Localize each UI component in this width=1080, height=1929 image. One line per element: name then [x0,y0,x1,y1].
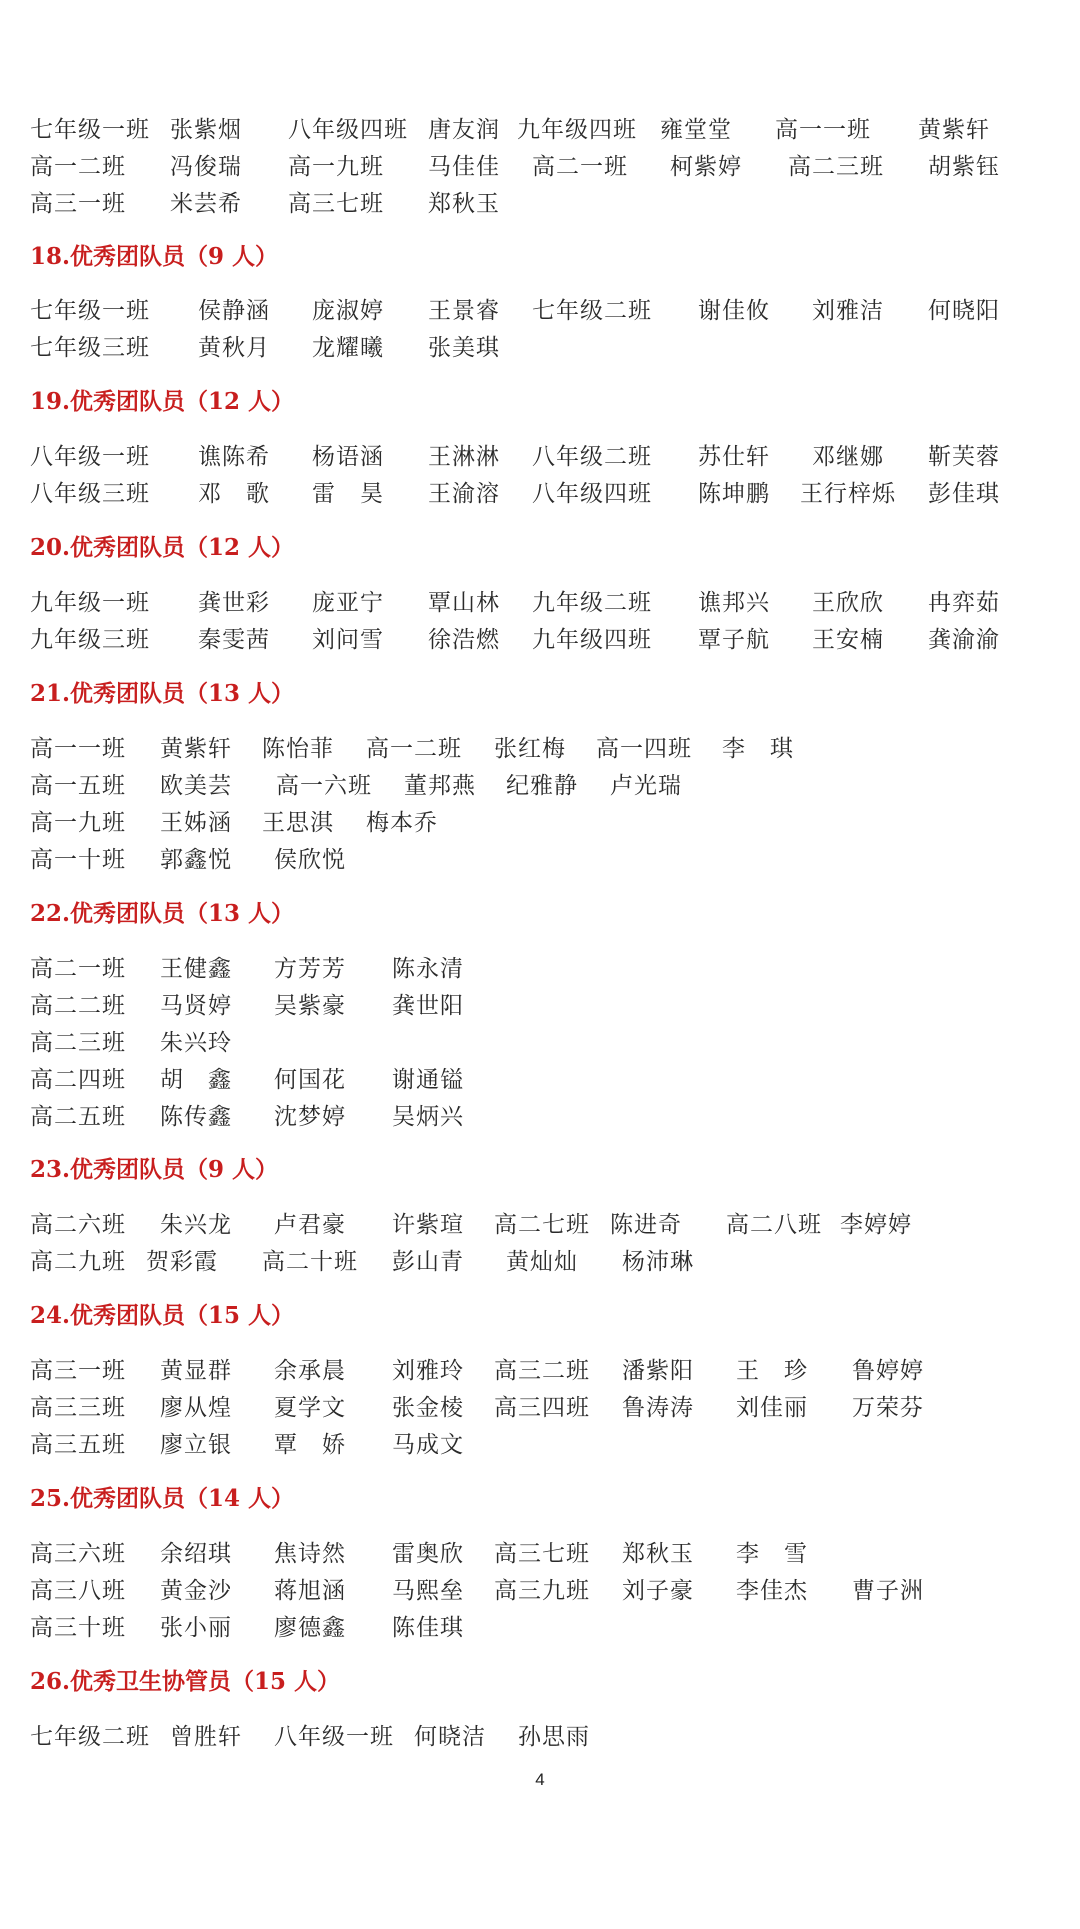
class-name: 高二七班 [494,1212,590,1238]
list-line [0,840,1080,880]
class-name: 高二二班 [30,993,126,1019]
student-name: 陈进奇 [610,1212,682,1238]
class-name: 八年级一班 [30,444,150,470]
class-name: 七年级二班 [30,1724,150,1750]
list-line [0,766,1080,806]
student-name: 方芳芳 [274,956,346,982]
class-name: 七年级一班 [30,117,150,143]
student-name: 黄显群 [160,1358,232,1384]
list-line [0,1534,1080,1574]
class-name: 高三一班 [30,1358,126,1384]
student-name: 马佳佳 [428,154,500,180]
list-line [0,1608,1080,1648]
student-name: 杨沛琳 [622,1249,694,1275]
student-name: 覃 娇 [274,1432,346,1458]
student-name: 沈梦婷 [274,1104,346,1130]
student-name: 苏仕轩 [698,444,770,470]
student-name: 余承晨 [274,1358,346,1384]
student-name: 雷奥欣 [392,1541,464,1567]
class-name: 九年级四班 [532,627,652,653]
student-name: 王行梓烁 [800,481,896,507]
class-name: 高一一班 [775,117,871,143]
class-name: 高二一班 [532,154,628,180]
class-name: 高一五班 [30,773,126,799]
student-name: 庞亚宁 [312,590,384,616]
student-name: 谢通镒 [392,1067,464,1093]
student-name: 秦雯茜 [198,627,270,653]
list-line [0,583,1080,623]
student-name: 黄金沙 [160,1578,232,1604]
section-heading: 24.优秀团队员（15 人） [30,1302,295,1329]
section-heading: 26.优秀卫生协管员（15 人） [30,1668,341,1695]
student-name: 纪雅静 [506,773,578,799]
section-heading: 22.优秀团队员（13 人） [30,900,295,927]
list-line [0,328,1080,368]
class-name: 九年级四班 [517,117,637,143]
student-name: 谢佳攸 [698,298,770,324]
student-name: 王安楠 [812,627,884,653]
class-name: 高三八班 [30,1578,126,1604]
student-name: 张紫烟 [170,117,242,143]
student-name: 张红梅 [494,736,566,762]
student-name: 李婷婷 [840,1212,912,1238]
student-name: 张金棱 [392,1395,464,1421]
student-name: 刘雅玲 [392,1358,464,1384]
class-name: 九年级三班 [30,627,150,653]
student-name: 许紫瑄 [392,1212,464,1238]
student-name: 卢君豪 [274,1212,346,1238]
student-name: 刘子豪 [622,1578,694,1604]
student-name: 侯静涵 [198,298,270,324]
student-name: 王思淇 [262,810,334,836]
class-name: 八年级三班 [30,481,150,507]
class-name: 高二三班 [30,1030,126,1056]
student-name: 龚渝渝 [928,627,1000,653]
student-name: 蒋旭涵 [274,1578,346,1604]
section-heading: 20.优秀团队员（12 人） [30,534,295,561]
student-name: 徐浩燃 [428,627,500,653]
student-name: 郑秋玉 [622,1541,694,1567]
student-name: 龚世彩 [198,590,270,616]
section-heading: 19.优秀团队员（12 人） [30,388,295,415]
list-line [0,1060,1080,1100]
class-name: 高二四班 [30,1067,126,1093]
student-name: 冉弈茹 [928,590,1000,616]
student-name: 王 珍 [736,1358,808,1384]
class-name: 高三一班 [30,191,126,217]
class-name: 高三二班 [494,1358,590,1384]
student-name: 张小丽 [160,1615,232,1641]
student-name: 董邦燕 [404,773,476,799]
page-number: 4 [535,1770,545,1789]
list-line [0,184,1080,224]
student-name: 潘紫阳 [622,1358,694,1384]
list-line [0,1388,1080,1428]
student-name: 冯俊瑞 [170,154,242,180]
class-name: 七年级三班 [30,335,150,361]
student-name: 邓 歌 [198,481,270,507]
class-name: 高二一班 [30,956,126,982]
section-heading: 23.优秀团队员（9 人） [30,1156,279,1183]
student-name: 谯陈希 [198,444,270,470]
student-name: 米芸希 [170,191,242,217]
class-name: 八年级四班 [288,117,408,143]
student-name: 万荣芬 [852,1395,924,1421]
student-name: 陈传鑫 [160,1104,232,1130]
list-line [0,620,1080,660]
class-name: 高二十班 [262,1249,358,1275]
student-name: 曾胜轩 [170,1724,242,1750]
student-name: 王淋淋 [428,444,500,470]
student-name: 郭鑫悦 [160,847,232,873]
student-name: 彭山青 [392,1249,464,1275]
student-name: 刘问雪 [312,627,384,653]
list-line [0,1351,1080,1391]
class-name: 七年级二班 [532,298,652,324]
class-name: 高一九班 [30,810,126,836]
student-name: 黄秋月 [198,335,270,361]
student-name: 邓继娜 [812,444,884,470]
class-name: 高三七班 [288,191,384,217]
student-name: 廖立银 [160,1432,232,1458]
class-name: 高三三班 [30,1395,126,1421]
class-name: 高二三班 [788,154,884,180]
student-name: 雷 昊 [312,481,384,507]
student-name: 欧美芸 [160,773,232,799]
student-name: 庞淑婷 [312,298,384,324]
class-name: 高一四班 [596,736,692,762]
student-name: 张美琪 [428,335,500,361]
list-line [0,147,1080,187]
student-name: 吴炳兴 [392,1104,464,1130]
list-line [0,1425,1080,1465]
student-name: 何晓阳 [928,298,1000,324]
student-name: 王欣欣 [812,590,884,616]
student-name: 刘佳丽 [736,1395,808,1421]
student-name: 覃山林 [428,590,500,616]
student-name: 陈怡菲 [262,736,334,762]
list-line [0,1717,1080,1757]
student-name: 靳芙蓉 [928,444,1000,470]
student-name: 马熙垒 [392,1578,464,1604]
student-name: 廖从煌 [160,1395,232,1421]
class-name: 七年级一班 [30,298,150,324]
student-name: 马成文 [392,1432,464,1458]
student-name: 王渝溶 [428,481,500,507]
student-name: 孙思雨 [518,1724,590,1750]
section-heading: 18.优秀团队员（9 人） [30,243,279,270]
student-name: 龙耀曦 [312,335,384,361]
class-name: 高一二班 [366,736,462,762]
student-name: 陈坤鹏 [698,481,770,507]
student-name: 焦诗然 [274,1541,346,1567]
student-name: 杨语涵 [312,444,384,470]
student-name: 郑秋玉 [428,191,500,217]
list-line [0,1205,1080,1245]
class-name: 九年级二班 [532,590,652,616]
list-line [0,949,1080,989]
class-name: 高一六班 [276,773,372,799]
student-name: 王姊涵 [160,810,232,836]
student-name: 柯紫婷 [670,154,742,180]
student-name: 黄紫轩 [160,736,232,762]
student-name: 吴紫豪 [274,993,346,1019]
student-name: 王健鑫 [160,956,232,982]
class-name: 八年级二班 [532,444,652,470]
student-name: 覃子航 [698,627,770,653]
list-line [0,1023,1080,1063]
student-name: 贺彩霞 [146,1249,218,1275]
class-name: 高三四班 [494,1395,590,1421]
list-line [0,1242,1080,1282]
list-line [0,1571,1080,1611]
student-name: 唐友润 [428,117,500,143]
list-line [0,1097,1080,1137]
student-name: 王景睿 [428,298,500,324]
student-name: 雍堂堂 [660,117,732,143]
list-line [0,437,1080,477]
list-line [0,803,1080,843]
section-heading: 21.优秀团队员（13 人） [30,680,295,707]
class-name: 高三六班 [30,1541,126,1567]
student-name: 朱兴玲 [160,1030,232,1056]
student-name: 李 雪 [736,1541,808,1567]
student-name: 胡紫钰 [928,154,1000,180]
student-name: 何国花 [274,1067,346,1093]
list-line [0,291,1080,331]
class-name: 高二九班 [30,1249,126,1275]
class-name: 高一九班 [288,154,384,180]
student-name: 刘雅洁 [812,298,884,324]
student-name: 陈永清 [392,956,464,982]
class-name: 高一二班 [30,154,126,180]
student-name: 李佳杰 [736,1578,808,1604]
class-name: 高二六班 [30,1212,126,1238]
class-name: 高三九班 [494,1578,590,1604]
student-name: 陈佳琪 [392,1615,464,1641]
class-name: 八年级一班 [274,1724,394,1750]
list-line [0,110,1080,150]
student-name: 夏学文 [274,1395,346,1421]
class-name: 高三五班 [30,1432,126,1458]
list-line [0,986,1080,1026]
student-name: 曹子洲 [852,1578,924,1604]
student-name: 胡 鑫 [160,1067,232,1093]
student-name: 李 琪 [722,736,794,762]
student-name: 卢光瑞 [610,773,682,799]
list-line [0,729,1080,769]
student-name: 马贤婷 [160,993,232,1019]
student-name: 黄紫轩 [918,117,990,143]
student-name: 何晓洁 [414,1724,486,1750]
list-line [0,474,1080,514]
student-name: 鲁涛涛 [622,1395,694,1421]
student-name: 余绍琪 [160,1541,232,1567]
class-name: 九年级一班 [30,590,150,616]
class-name: 高一一班 [30,736,126,762]
student-name: 黄灿灿 [506,1249,578,1275]
student-name: 侯欣悦 [274,847,346,873]
class-name: 高二八班 [726,1212,822,1238]
class-name: 高一十班 [30,847,126,873]
student-name: 鲁婷婷 [852,1358,924,1384]
class-name: 八年级四班 [532,481,652,507]
student-name: 廖德鑫 [274,1615,346,1641]
student-name: 龚世阳 [392,993,464,1019]
class-name: 高三十班 [30,1615,126,1641]
class-name: 高三七班 [494,1541,590,1567]
class-name: 高二五班 [30,1104,126,1130]
student-name: 朱兴龙 [160,1212,232,1238]
section-heading: 25.优秀团队员（14 人） [30,1485,295,1512]
student-name: 彭佳琪 [928,481,1000,507]
student-name: 梅本乔 [366,810,438,836]
student-name: 谯邦兴 [698,590,770,616]
